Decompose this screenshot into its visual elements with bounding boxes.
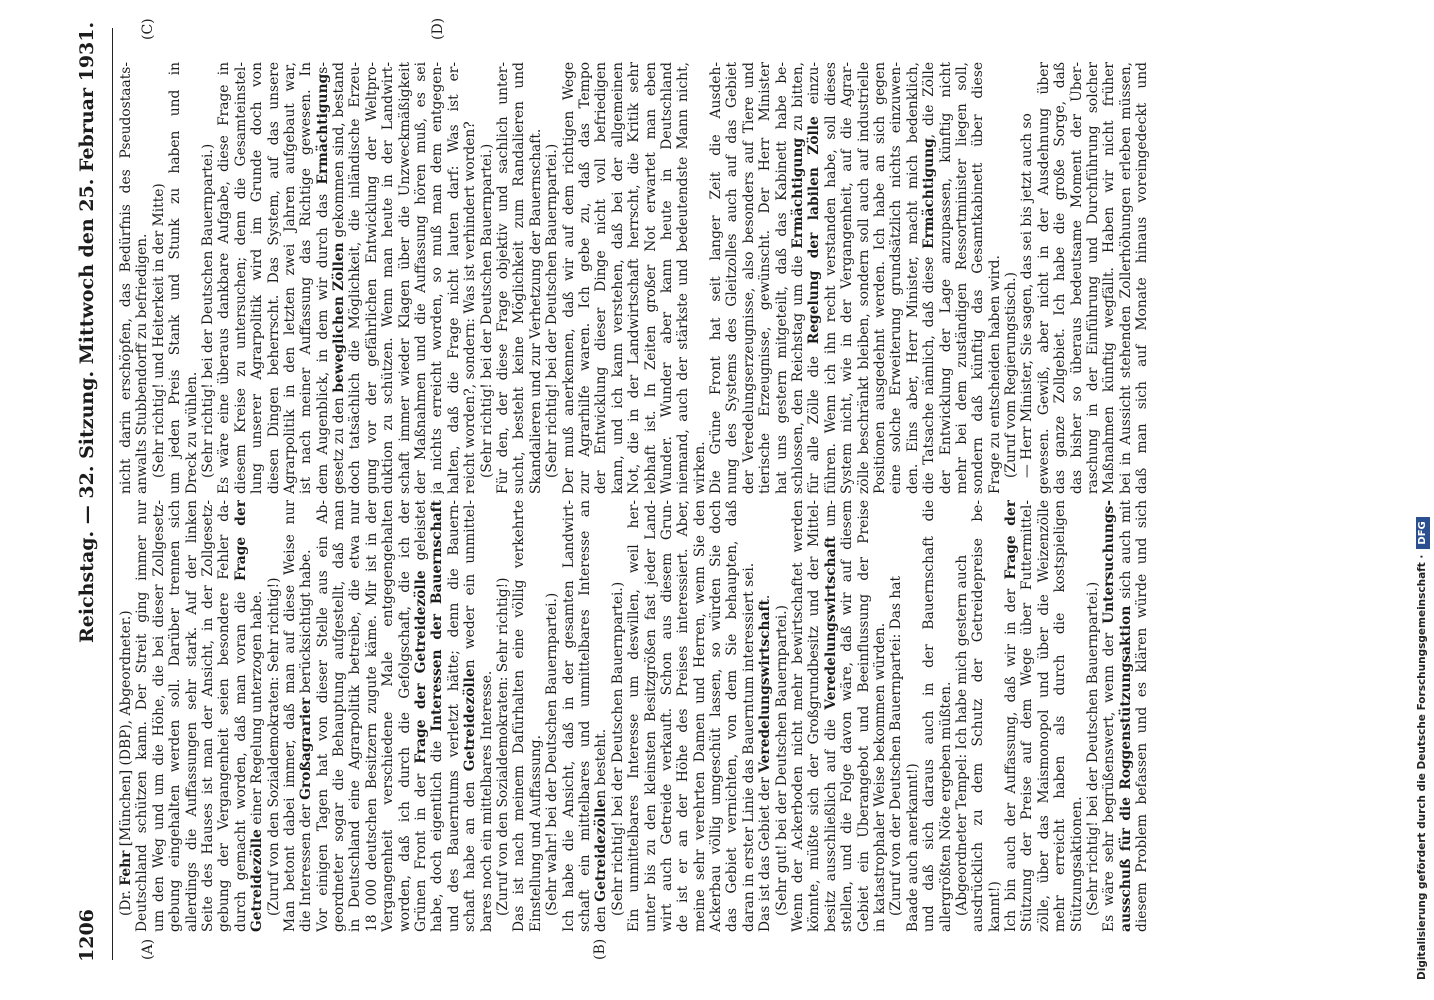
text-line: Frage zu entscheiden haben wird. [986,255,1003,494]
text-line: Es wäre eine überaus dankbare Aufgabe, diese Frage in [216,62,233,494]
text-line: Man betont dabei immer, daß man auf diese Weise nur [281,500,298,932]
text-line: nicht darin erschöpfen, das Bedürfnis des Pseudostaats- [118,62,134,494]
text-line: die Tatsache nämlich, daß diese Ermächtigung, die Zölle [921,62,938,494]
text-line: (Sehr gut! bei der Deutschen Bauernpartei.) [773,604,790,916]
text-line: nung des Systems des Gleitzolles auch auf das Gebiet [724,62,741,494]
text-line: der Entwicklung der Lage anzupassen, künftig nicht [937,62,954,494]
text-line: diesem Problem befassen und es klären würde und sich [1134,500,1151,932]
text-line: duktion zu schützen. Wenn man heute in der Landwirt- [380,62,397,494]
text-column-left [118,500,1151,932]
text-line: in Deutschland eine Agrarpolitik betreibe, die etwa nur [347,500,364,932]
text-line: Positionen ausgedehnt werden. Ich habe an sich gegen [871,62,888,494]
text-line: den. Eins aber, Herr Minister, macht mich bedenklich, [904,62,921,494]
text-line: Stützung der Preise auf dem Wege über Futtermittel- [1019,500,1036,932]
text-line: der Maßnahmen und die Auffassung hören muß, es sei [413,62,430,494]
text-line: (Zuruf von der Deutschen Bauernpartei: Das hat [888,575,905,916]
credit-text: Digitalisierung gefördert durch die Deutsche Forschungsgemeinschaft · [1416,554,1428,980]
text-line: (Zuruf von den Sozialdemokraten: Sehr richtig!) [494,577,511,916]
text-line: worden, daß ich durch die Gefolgschaft, die ich der [396,500,413,932]
text-line: (Sehr richtig! bei der Deutschen Bauernpartei.) [1085,581,1102,916]
text-line: die Interessen der Großagrarier berücksichtigt habe. [298,549,315,932]
text-line: Vor einigen Tagen hat von dieser Stelle aus ein Ab- [314,500,331,932]
text-line: schaft habe an den Getreidezöllen weder ein unmittel- [462,500,479,932]
text-line: Die Grüne Front hat seit langer Zeit die Ausdeh- [708,62,725,494]
text-line: dem Augenblick, in dem wir durch das Ermächtigungs- [314,62,331,494]
text-line: Der muß anerkennen, daß wir auf dem richtigen Wege [560,62,577,494]
text-line: gung vor der gefährlichen Entwicklung der Weltpro- [363,62,380,494]
text-line: stellen, und die Folge davon wäre, daß wir auf diesem [839,500,856,932]
text-line: besitz ausschließlich auf die Veredelungswirtschaft um- [822,500,839,932]
text-line: Gebiet ein Überangebot und Beeinflussung der Preise [855,500,872,932]
text-line: und des Bauerntums verletzt hätte; denn die Bauern- [445,500,462,932]
text-column-right [118,62,1151,494]
text-line: Deutschland schützen kann. Der Streit ging immer nur [134,500,151,932]
text-line: diesen Dingen beherrscht. Das System, auf das unsere [265,62,282,494]
text-line: das Gebiet vernichten, von dem Sie behaupten, daß [724,500,741,932]
text-line: Das ist nach meinem Dafürhalten eine völlig verkehrte [511,500,528,932]
text-line: Ackerbau völlig umgeschüt lassen, so würden Sie doch [708,500,725,932]
digitization-credit [1412,0,1432,980]
text-line: System nicht, wie in der Vergangenheit, auf die Agrar- [839,62,856,494]
margin-marker-b: (B) [592,938,608,960]
text-line: schlossen, den Reichstag um die Ermächtigung zu bitten, [790,62,807,494]
text-line: 18 000 deutschen Besitzern zugute käme. Mir ist in der [363,500,380,932]
text-line: Not, die in der Landwirtschaft herrscht, die Kritik sehr [626,62,643,494]
text-line: Agrarpolitik in den letzten zwei Jahren aufgebaut war, [281,62,298,494]
text-line: tierische Erzeugnisse, gewünscht. Der Herr Minister [757,62,774,494]
text-line: ausdrücklich zu dem Schutz der Getreidepreise be- [970,500,987,932]
text-line: geordneter sogar die Behauptung aufgestellt, daß man [331,500,348,932]
text-line: halten, daß die Frage nicht lauten darf: Was ist er- [445,62,462,494]
text-line: anwalts Stubbendorff zu befriedigen. [134,233,151,494]
text-line: sucht, besteht keine Möglichkeit zum Randalieren und [511,62,528,494]
text-line: Es wäre sehr begrüßenswert, wenn der Untersuchungs- [1101,500,1118,932]
text-line: unter bis zu den kleinsten Besitzgrößen fast jeder Land- [642,500,659,932]
text-line: Maßnahmen künftig wegfällt. Haben wir nicht früher [1101,62,1118,494]
text-line: lung unserer Agrarpolitik wird im Grunde doch von [249,62,266,494]
text-line: (Sehr richtig! bei der Deutschen Bauernpartei.) [609,581,626,916]
text-line: — Herr Minister, Sie sagen, das sei bis jetzt auch so [1019,113,1036,478]
text-line: in katastrophaler Weise bekommen würden. [871,622,888,932]
text-line: den Getreidezöllen besteht. [593,728,610,932]
text-line: wirt auch Getreide verkauft. Schon aus diesem Grun- [658,500,675,932]
text-line: bares noch ein mittelbares Interesse. [478,670,495,932]
text-line: Getreidezölle einer Regelung unterzogen habe. [249,590,266,932]
text-line: Seite des Hauses ist man der Ansicht, in der Zollgesetz- [199,500,216,932]
margin-marker-d: (D) [430,17,446,40]
text-line: Einstellung und Auffassung. [527,735,544,932]
text-line: allergrößten Nöte ergeben müßten. [937,681,954,932]
text-line: das ganze Zollgebiet. Ich habe die große Sorge, daß [1052,62,1069,494]
text-line: mehr bei dem zuständigen Ressortminister liegen soll, [953,62,970,494]
text-line: Ich habe die Ansicht, daß in der gesamten Landwirt- [560,500,577,932]
text-line: (Sehr richtig! bei der Deutschen Bauernpartei.) [544,143,561,478]
text-line: niemand, auch der stärkste und bedeutendste Mann nicht, [675,62,692,494]
text-line: schaft ein mittelbares und unmittelbares Interesse an [576,500,593,932]
text-line: gebung eingehalten werden soll. Darüber trennen sich [167,500,184,932]
text-line: um den Weg und um die Höhe, die bei dieser Zollgesetz- [150,500,167,932]
dfg-logo: DFG [1416,517,1430,548]
text-line: Das ist das Gebiet der Veredelungswirtschaft. [757,594,774,932]
text-line: (Zuruf von den Sozialdemokraten: Sehr richtig!) [265,577,282,916]
text-line: Dreck zu wühlen. [183,371,200,494]
text-line: reicht worden?, sondern: Was ist verhindert worden? [462,121,479,494]
text-line: (Abgeordneter Tempel: Ich habe mich gestern auch [953,554,970,916]
text-line: gewesen. Gewiß, aber nicht in der Ausdehnung über [1035,62,1052,494]
text-line: ist nach meiner Auffassung das Richtige gewesen. In [298,62,315,494]
text-line: gesetz zu den beweglichen Zöllen gekommen sind, bestand [331,62,348,494]
text-line: kannt!) [986,881,1003,932]
text-line: Ich bin auch der Auffassung, daß wir in der Frage der [1003,500,1020,932]
text-line: kann, und ich kann verstehen, daß bei der allgemeinen [609,62,626,494]
text-line: Grünen Front in der Frage der Getreidezölle geleistet [413,500,430,932]
text-line: zur Agrarhilfe waren. Ich gebe zu, daß das Tempo [576,62,593,494]
text-line: Baade auch anerkannt!) [904,763,921,932]
header-title: Reichstag. — 32. Sitzung. Mittwoch den 25. Februar 1931. [76,21,98,643]
text-line: zölle beschränkt bleiben, sondern soll auch auf industrielle [855,62,872,494]
text-line: gebung der Vergangenheit seien besondere Fehler da- [216,500,233,932]
text-line: bei in Aussicht stehenden Zollerhöhungen erleben müssen, [1117,62,1134,494]
text-line: raschung in der Einführung und Durchführung solcher [1085,62,1102,494]
text-line: und daß sich daraus auch in der Bauernschaft die [921,500,938,932]
text-line: allerdings die Auffassungen sehr stark. Auf der linken [183,500,200,932]
text-line: der Entwicklung dieser Dinge nicht voll befriedigen [593,62,610,494]
text-line: Für den, der diese Frage objektiv und sachlich unter- [494,62,511,494]
text-line: Wunder. Wunder aber kann heute in Deutschland [658,62,675,494]
text-line: (Sehr richtig! bei der Deutschen Bauernpartei.) [199,143,216,478]
text-line: (Zuruf vom Regierungstisch.) [1003,271,1020,478]
text-line: lebhaft ist. In Zeiten großer Not erwartet man eben [642,62,659,494]
text-line: führen. Wenn ich ihn recht verstanden habe, soll dieses [822,62,839,494]
text-line: (Sehr richtig! bei der Deutschen Bauernpartei.) [478,143,495,478]
text-line: um jeden Preis Stank und Stunk zu haben und in [167,62,184,494]
text-line: ja nichts erreicht worden, so muß man dem entgegen- [429,62,446,494]
text-line: meine sehr verehrten Damen und Herren, wenn Sie den [691,500,708,932]
text-line: Ein unmittelbares Interesse um deswillen, weil her- [626,500,643,932]
text-line: Skandalieren und zur Verhetzung der Bauernschaft. [527,128,544,494]
text-line: de ist er an der Höhe des Preises interessiert. Aber, [675,500,692,932]
margin-marker-a: (A) [140,938,156,960]
text-line: doch tatsächlich die Möglichkeit, die inländische Erzeu- [347,62,364,494]
text-line: durch gemacht worden, daß man voran die Frage der [232,500,249,932]
text-line: sondern daß künftig das Gesamtkabinett über diese [970,62,987,494]
text-line: eine solche Erweiterung grundsätzlich nichts einzuwen- [888,62,905,494]
text-line: (Dr. Fehr [München] (DBP), Abgeordneter.) [118,610,134,916]
text-line: habe, doch eigentlich die Interessen der Bauernschaft [429,500,446,932]
text-line: wirken. [691,441,708,494]
text-line: das bisher so überaus bedeutsame Moment der Über- [1068,62,1085,494]
text-line: schaft immer wieder Klagen über die Unzweckmäßigkeit [396,62,413,494]
text-line: (Sehr wahr! bei der Deutschen Bauernpartei.) [544,592,561,916]
text-line: Vergangenheit verschiedene Male entgegengehalten [380,500,397,932]
text-line: daran in erster Linie das Bauerntum interessiert sei. [740,562,757,932]
text-line: Wenn der Ackerboden nicht mehr bewirtschaftet werden [790,500,807,932]
text-line: (Sehr richtig! und Heiterkeit in der Mitte) [150,183,167,478]
text-line: könnte, müßte sich der Großgrundbesitz und der Mittel- [806,500,823,932]
text-line: für alle Zölle die Regelung der labilen Zölle einzu- [806,62,823,494]
text-line: daß man sich auf Monate hinaus voreingedeckt und [1134,62,1151,494]
header-rule [112,28,113,960]
text-line: hat uns gestern mitgeteilt, daß das Kabinett habe be- [773,62,790,494]
text-line: der Veredelungserzeugnisse, also besonders auf Tiere und [740,62,757,494]
text-line: Stützungsaktionen. [1068,796,1085,932]
text-line: diesem Kreise zu untersuchen; denn die Gesamteinstel- [232,62,249,494]
running-header [70,21,110,968]
text-line: ausschuß für die Roggenstützungsaktion sich auch mit [1117,500,1134,932]
page-number: 1206 [76,909,98,962]
text-line: mehr erreicht haben als durch die kostspieligen [1052,500,1069,932]
margin-marker-c: (C) [140,18,156,40]
text-line: zölle, über das Maismonopol und über die Weizenzölle [1035,500,1052,932]
